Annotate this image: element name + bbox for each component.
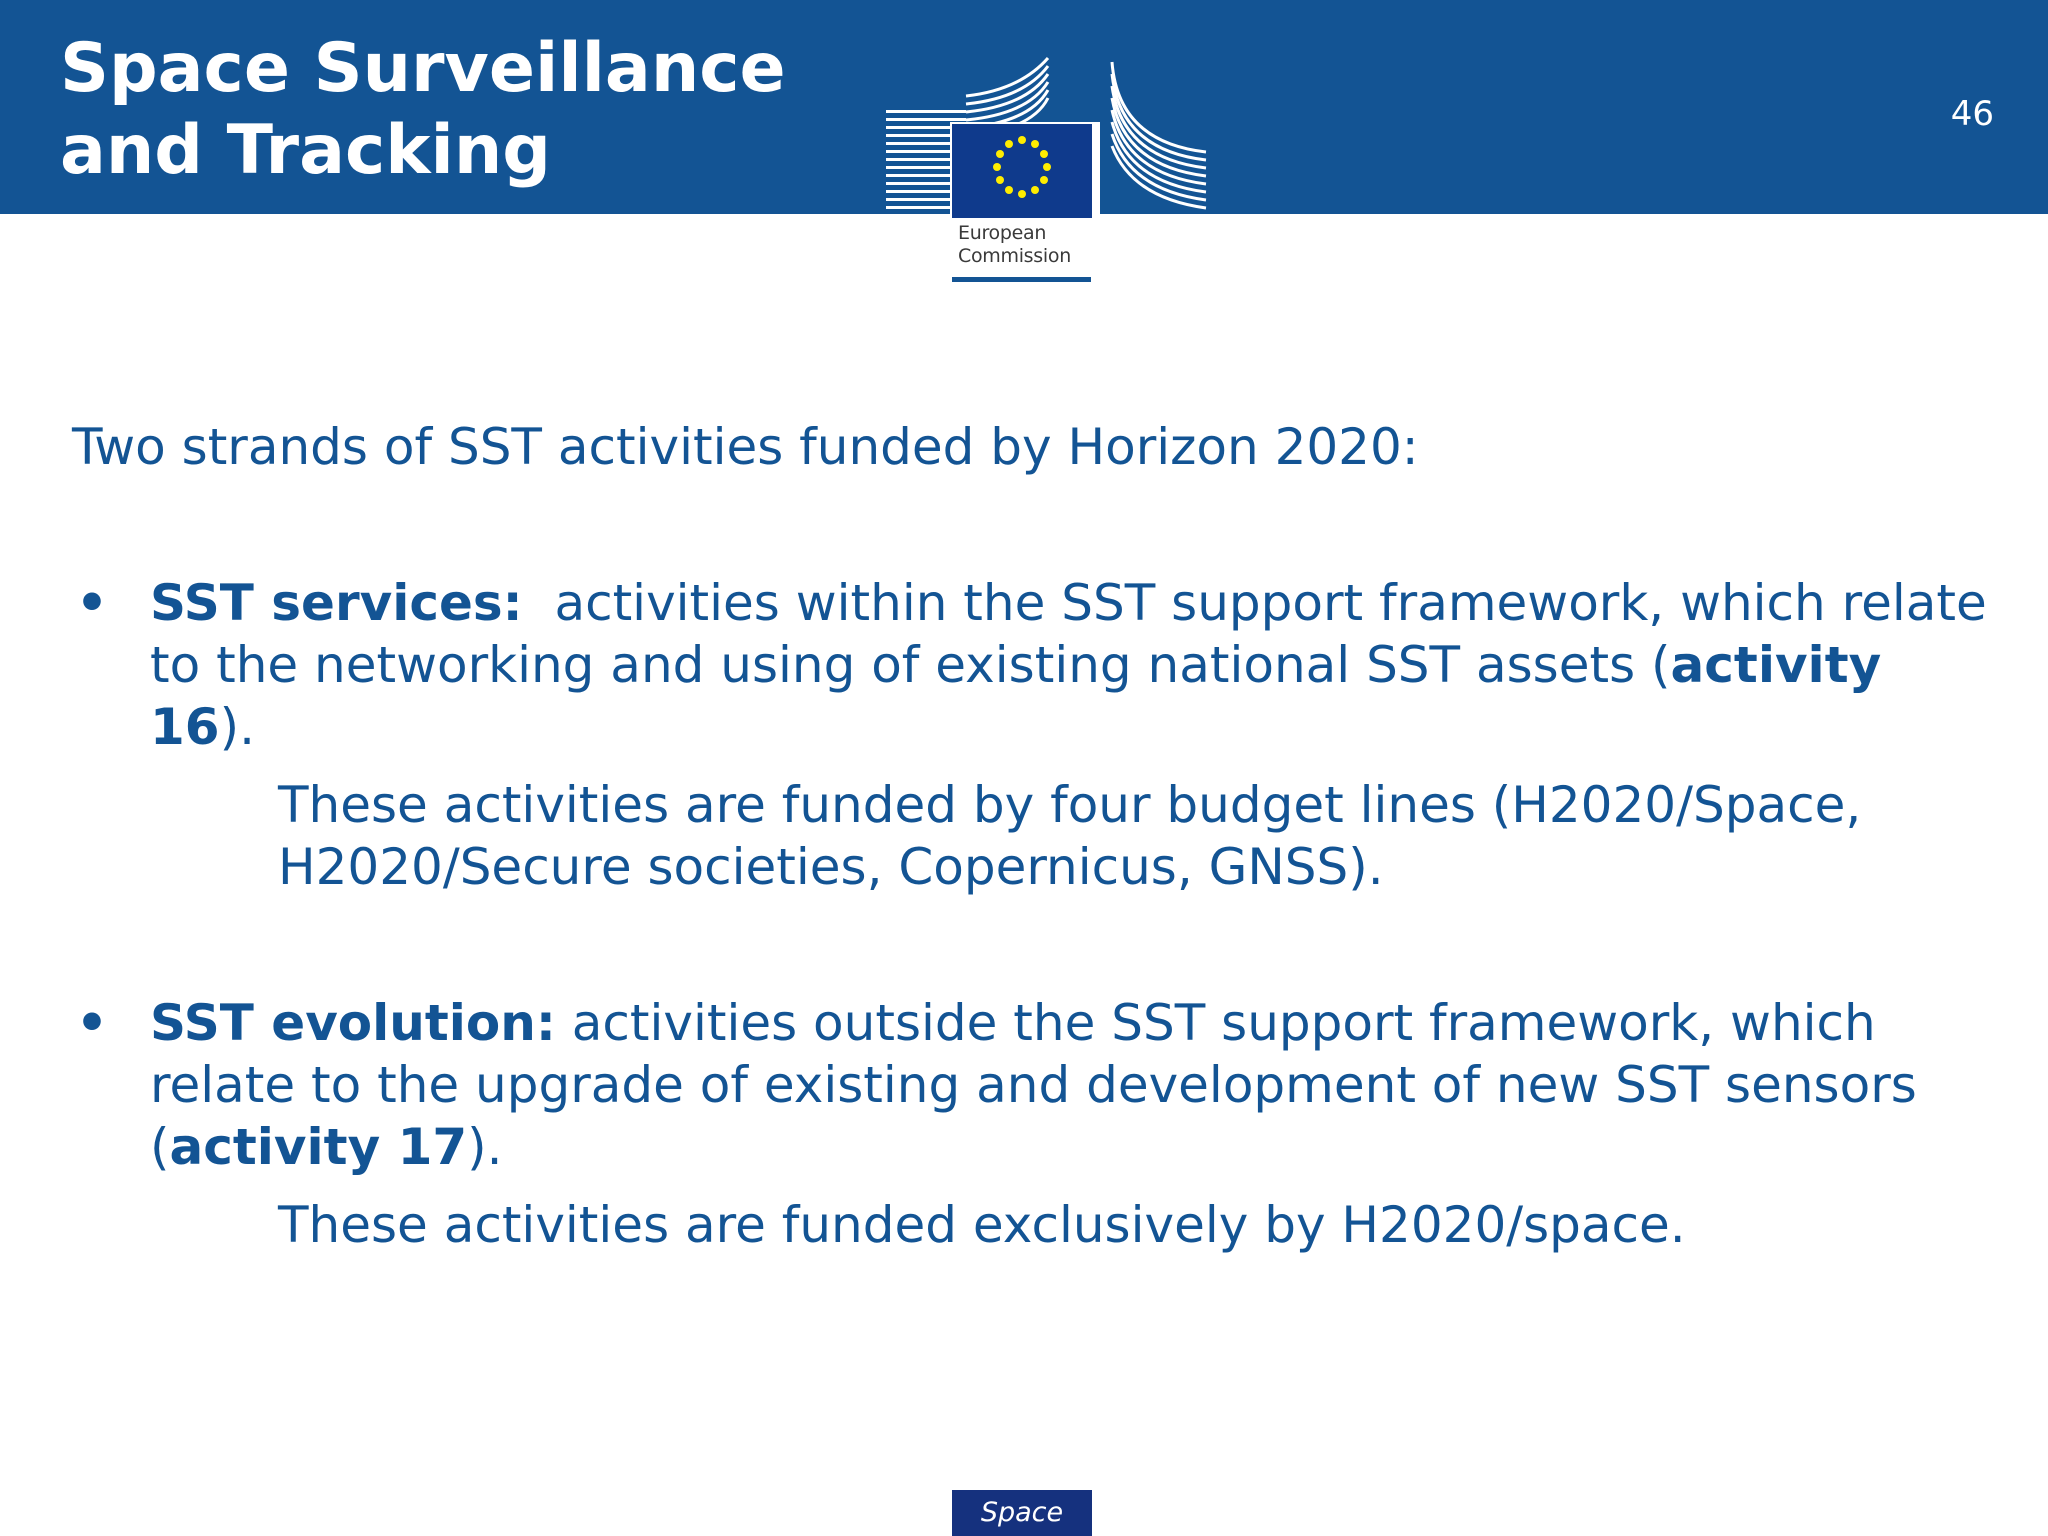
logo-wordmark-line-1: European <box>958 222 1047 244</box>
logo-underline <box>952 277 1091 282</box>
logo-wordmark-line-2: Commission <box>958 245 1071 267</box>
logo-wordmark <box>958 222 1071 268</box>
funding-note: These activities are funded exclusively by H2020/space. <box>278 1196 1686 1254</box>
slide-body <box>72 416 2003 1256</box>
activity-reference: activity 17 <box>169 1118 468 1176</box>
bullet-term: SST services: <box>150 574 523 632</box>
bullet-marker: • <box>76 994 108 1052</box>
bullet-description: activities outside the SST support framework, which relate to the upgrade of existing and development of new SST sensors ( <box>150 994 1933 1176</box>
slide-title-line-1: Space Surveillance <box>60 29 786 108</box>
bullet-sst-evolution <box>72 992 1992 1256</box>
activity-reference: activity 16 <box>150 636 1882 756</box>
slide-title <box>60 28 786 192</box>
page-number: 46 <box>1950 94 1994 134</box>
intro-text: Two strands of SST activities funded by Horizon 2020: <box>72 418 1419 476</box>
bullet-term: SST evolution: <box>150 994 556 1052</box>
bullet-marker: • <box>76 574 108 632</box>
funding-note: These activities are funded by four budget lines (H2020/Space, H2020/Secure societies, Copernicus, GNSS). <box>278 776 1862 896</box>
bullet-sst-services <box>72 572 2003 898</box>
bullet-description: activities within the SST support framework, which relate to the networking and using of existing national SST assets ( <box>150 574 2003 694</box>
bullet-end: ). <box>219 698 255 756</box>
bullet-main-text <box>150 992 1992 1178</box>
footer-section-tag: Space <box>952 1490 1092 1536</box>
bullet-end: ). <box>467 1118 503 1176</box>
slide-title-line-2: and Tracking <box>60 111 551 190</box>
bullet-main-text <box>150 572 2003 758</box>
